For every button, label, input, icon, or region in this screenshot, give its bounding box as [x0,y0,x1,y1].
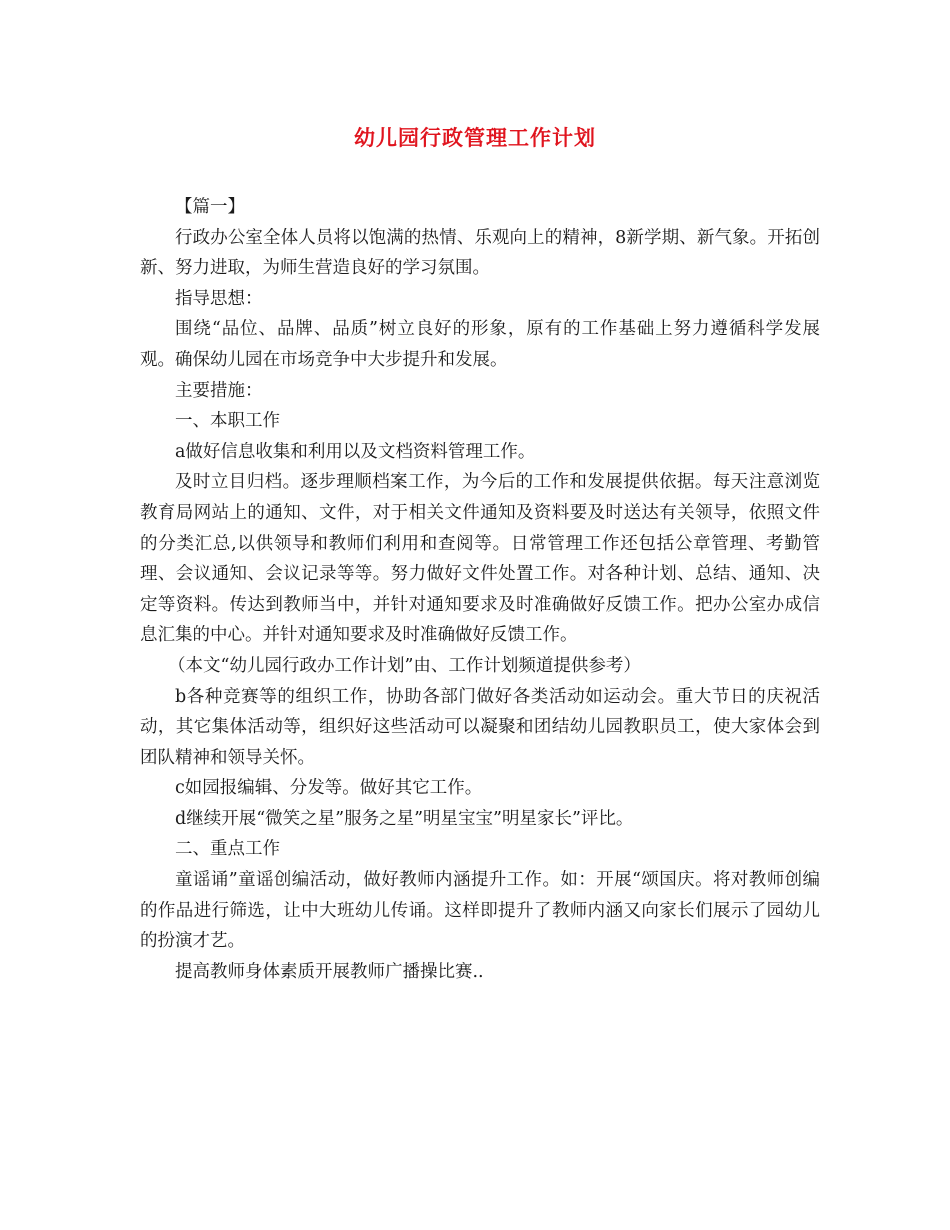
document-body [140,192,820,987]
subheading: 一、本职工作 [175,411,280,432]
paragraph: b各种竞赛等的组织工作，协助各部门做好各类活动如运动会。重大节日的庆祝活动，其它集体活动等，组织好这些活动可以凝聚和团结幼儿园教职员工，使大家体会到团队精神和领导关怀。 [140,686,820,768]
subheading: 二、重点工作 [175,839,280,860]
subheading: 指导思想： [175,288,263,309]
section-heading: 【篇一】 [175,197,245,217]
source-note: （本文“幼儿园行政办工作计划”由、工作计划频道提供参考） [168,655,641,676]
paragraph: a做好信息收集和利用以及文档资料管理工作。 [175,441,536,462]
paragraph: 及时立目归档。逐步理顺档案工作，为今后的工作和发展提供依据。每天注意浏览教育局网站上的通知、文件，对于相关文件通知及资料要及时送达有关领导，依照文件的分类汇总,以供领导和教师们利用和查阅等。日常管理工作还包括公章管理、考勤管理、会议通知、会议记录等等。努力做好文件处置工作。对各种计划、总结、通知、决定等资料。传达到教师当中，并针对通知要求及时准确做好反馈工作。把办公室办成信息汇集的中心。并针对通知要求及时准确做好反馈工作。 [140,472,820,646]
paragraph: 童谣诵”童谣创编活动，做好教师内涵提升工作。如：开展“颂国庆。将对教师创编的作品进行筛选，让中大班幼儿传诵。这样即提升了教师内涵又向家长们展示了园幼儿的扮演才艺。 [140,870,820,952]
paragraph: 行政办公室全体人员将以饱满的热情、乐观向上的精神，8新学期、新气象。开拓创新、努力进取，为师生营造良好的学习氛围。 [140,227,820,279]
paragraph: 提高教师身体素质开展教师广播操比赛.. [175,961,484,982]
subheading: 主要措施： [175,380,263,401]
paragraph: d继续开展“微笑之星”服务之星”明星宝宝”明星家长”评比。 [175,808,634,829]
paragraph: 围绕“品位、品牌、品质”树立良好的形象，原有的工作基础上努力遵循科学发展观。确保幼儿园在市场竞争中大步提升和发展。 [140,319,820,370]
paragraph: c如园报编辑、分发等。做好其它工作。 [175,778,483,799]
document-title: 幼儿园行政管理工作计划 [354,125,596,150]
